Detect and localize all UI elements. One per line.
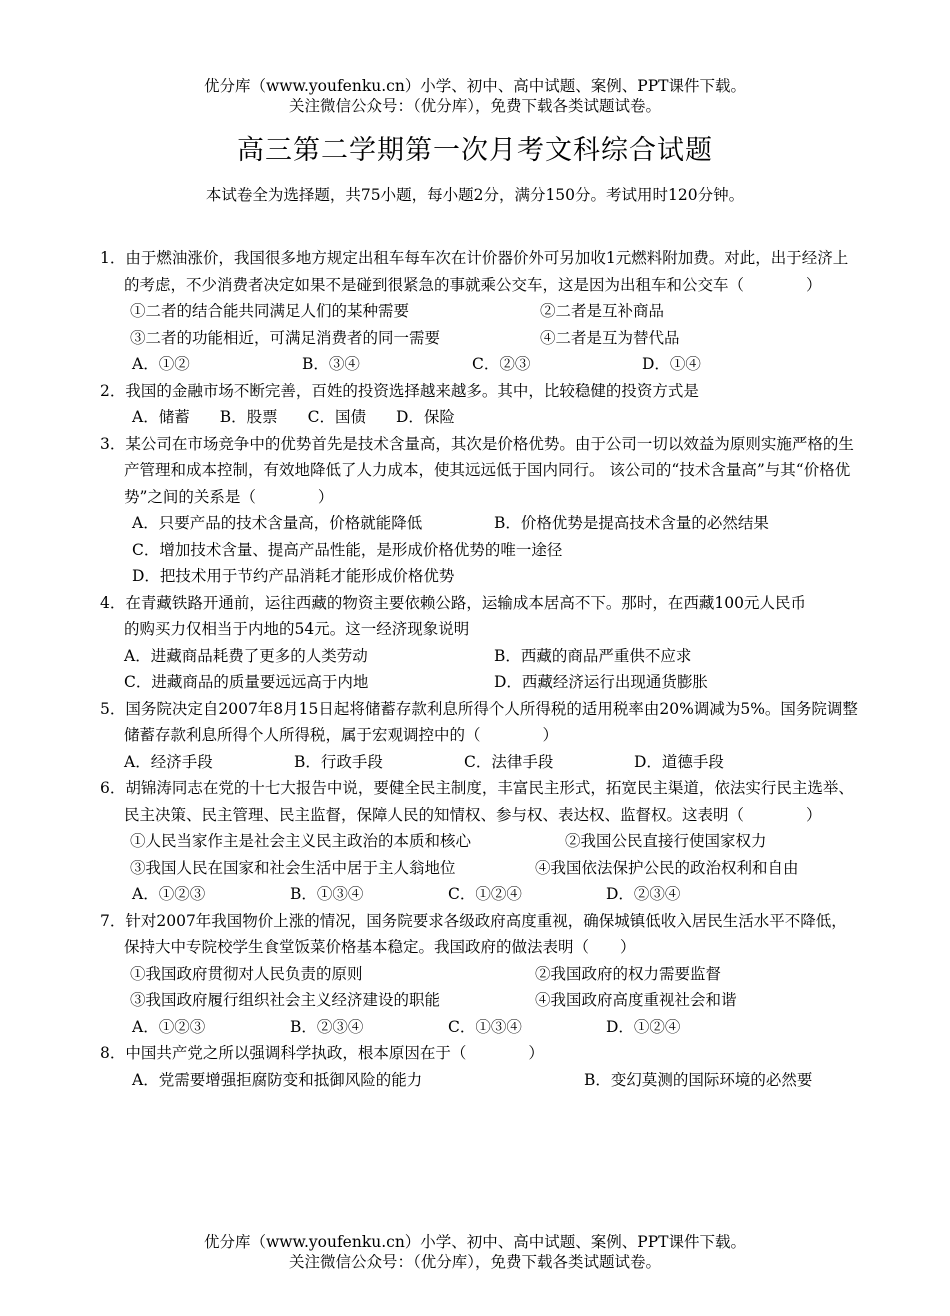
option-row	[100, 563, 860, 590]
page-title: 高三第二学期第一次月考文科综合试题	[237, 135, 713, 166]
option-a[interactable]: A．只要产品的技术含量高，价格就能降低	[132, 514, 423, 532]
option-row	[100, 510, 860, 537]
option-a[interactable]: A．党需要增强拒腐防变和抵御风险的能力	[132, 1070, 423, 1089]
option-c[interactable]: C．①②④	[448, 885, 522, 903]
statement-2: ②我国政府的权力需要监督	[535, 964, 722, 983]
question-5	[100, 696, 860, 776]
question-3	[100, 431, 860, 590]
statement-row	[100, 855, 860, 882]
page-header	[0, 76, 950, 116]
statement-3: ③二者的功能相近，可满足消费者的同一需要	[130, 328, 441, 347]
statement-4: ④我国依法保护公民的政治权利和自由	[535, 858, 799, 877]
option-b[interactable]: B．变幻莫测的国际环境的必然要	[584, 1070, 813, 1089]
statement-row	[100, 961, 860, 988]
footer-line-1: 优分库（www.youfenku.cn）小学、初中、高中试题、案例、PPT课件下载。	[203, 1233, 747, 1251]
question-1	[100, 245, 860, 378]
question-stem: 3．某公司在市场竞争中的优势首先是技术含量高，其次是价格优势。由于公司一切以效益为原则实施严格的生产管理和成本控制，有效地降低了人力成本，使其远远低于国内同行。 该公司的“技术含量高”与其“价格优势”之间的关系是（ ）	[100, 434, 854, 506]
option-c[interactable]: C．法律手段	[464, 752, 554, 771]
option-a[interactable]: A．①②③	[132, 885, 206, 903]
statement-3: ③我国人民在国家和社会生活中居于主人翁地位	[130, 858, 456, 877]
statement-1: ①人民当家作主是社会主义民主政治的本质和核心	[130, 832, 472, 850]
option-d[interactable]: D．把技术用于节约产品消耗才能形成价格优势	[132, 567, 455, 585]
page-footer	[0, 1232, 950, 1272]
question-stem: 5．国务院决定自2007年8月15日起将储蓄存款利息所得个人所得税的适用税率由20%调减为5%。国务院调整储蓄存款利息所得个人所得税，属于宏观调控中的（ ）	[100, 699, 858, 744]
option-b[interactable]: B．②③④	[290, 1017, 364, 1036]
option-b[interactable]: B．③④	[302, 355, 360, 373]
question-6	[100, 775, 860, 908]
statement-1: ①二者的结合能共同满足人们的某种需要	[130, 302, 410, 320]
question-stem: 7．针对2007年我国物价上涨的情况，国务院要求各级政府高度重视，确保城镇低收入居民生活水平不降低，保持大中专院校学生食堂饭菜价格基本稳定。我国政府的做法表明（ ）	[100, 911, 847, 956]
option-row	[100, 537, 860, 564]
option-b[interactable]: B．西藏的商品严重供不应求	[494, 646, 692, 665]
option-d[interactable]: D．保险	[395, 408, 455, 426]
option-c[interactable]: C．增加技术含量、提高产品性能，是形成价格优势的唯一途径	[132, 540, 563, 559]
option-a[interactable]: A．进藏商品耗费了更多的人类劳动	[124, 646, 368, 665]
question-stem: 6．胡锦涛同志在党的十七大报告中说，要健全民主制度，丰富民主形式，拓宽民主渠道，依法实行民主选举、民主决策、民主管理、民主监督，保障人民的知情权、参与权、表达权、监督权。这表明（ ）	[100, 779, 854, 824]
header-line-2: 关注微信公众号：（优分库），免费下载各类试题试卷。	[288, 97, 661, 115]
option-row	[100, 404, 860, 431]
statement-2: ②我国公民直接行使国家权力	[565, 832, 767, 850]
option-row	[100, 1014, 860, 1041]
option-b[interactable]: B．股票	[219, 408, 278, 426]
statement-row	[100, 828, 860, 855]
statement-3: ③我国政府履行组织社会主义经济建设的职能	[130, 991, 441, 1009]
option-a[interactable]: A．①②	[132, 355, 190, 373]
question-stem: 4．在青藏铁路开通前，运往西藏的物资主要依赖公路，运输成本居高不下。那时，在西藏100元人民币的购买力仅相当于内地的54元。这一经济现象说明	[100, 593, 806, 638]
statement-4: ④我国政府高度重视社会和谐	[535, 991, 737, 1009]
statement-row	[100, 987, 860, 1014]
option-b[interactable]: B．①③④	[290, 885, 364, 903]
option-a[interactable]: A．储蓄	[132, 408, 190, 426]
option-c[interactable]: C．国债	[307, 408, 366, 426]
option-row	[100, 351, 860, 378]
option-row	[100, 881, 860, 908]
question-8	[100, 1040, 860, 1093]
option-a[interactable]: A．①②③	[132, 1017, 206, 1036]
question-stem: 8．中国共产党之所以强调科学执政，根本原因在于（ ）	[100, 1044, 544, 1062]
question-stem: 1．由于燃油涨价，我国很多地方规定出租车每车次在计价器价外可另加收1元燃料附加费。对此，出于经济上的考虑，不少消费者决定如果不是碰到很紧急的事就乘公交车，这是因为出租车和公交车（ ）	[100, 249, 849, 294]
footer-line-2: 关注微信公众号：（优分库），免费下载各类试题试卷。	[288, 1253, 661, 1271]
statement-4: ④二者是互为替代品	[540, 328, 680, 347]
option-row	[100, 643, 860, 670]
header-line-1: 优分库（www.youfenku.cn）小学、初中、高中试题、案例、PPT课件下载。	[203, 77, 747, 95]
option-b[interactable]: B．价格优势是提高技术含量的必然结果	[494, 514, 769, 532]
option-row	[100, 749, 860, 776]
option-d[interactable]: D．西藏经济运行出现通货膨胀	[494, 673, 708, 691]
statement-2: ②二者是互补商品	[540, 302, 665, 320]
question-7	[100, 908, 860, 1041]
option-b[interactable]: B．行政手段	[294, 752, 383, 771]
option-d[interactable]: D．①④	[642, 355, 701, 373]
exam-instructions: 本试卷全为选择题，共75小题，每小题2分，满分150分。考试用时120分钟。	[205, 186, 745, 204]
option-a[interactable]: A．经济手段	[124, 752, 213, 771]
option-c[interactable]: C．②③	[472, 355, 531, 373]
statement-1: ①我国政府贯彻对人民负责的原则	[130, 964, 363, 983]
question-4	[100, 590, 860, 696]
option-row	[100, 1067, 860, 1094]
statement-row	[100, 298, 860, 325]
option-c[interactable]: C．进藏商品的质量要远远高于内地	[124, 673, 369, 691]
option-row	[100, 669, 860, 696]
question-stem: 2．我国的金融市场不断完善，百姓的投资选择越来越多。其中，比较稳健的投资方式是	[100, 381, 699, 400]
option-d[interactable]: D．②③④	[606, 885, 681, 903]
option-d[interactable]: D．道德手段	[634, 752, 724, 771]
option-d[interactable]: D．①②④	[606, 1017, 681, 1036]
question-list	[100, 245, 860, 1093]
statement-row	[100, 325, 860, 352]
question-2	[100, 378, 860, 431]
option-c[interactable]: C．①③④	[448, 1017, 522, 1036]
